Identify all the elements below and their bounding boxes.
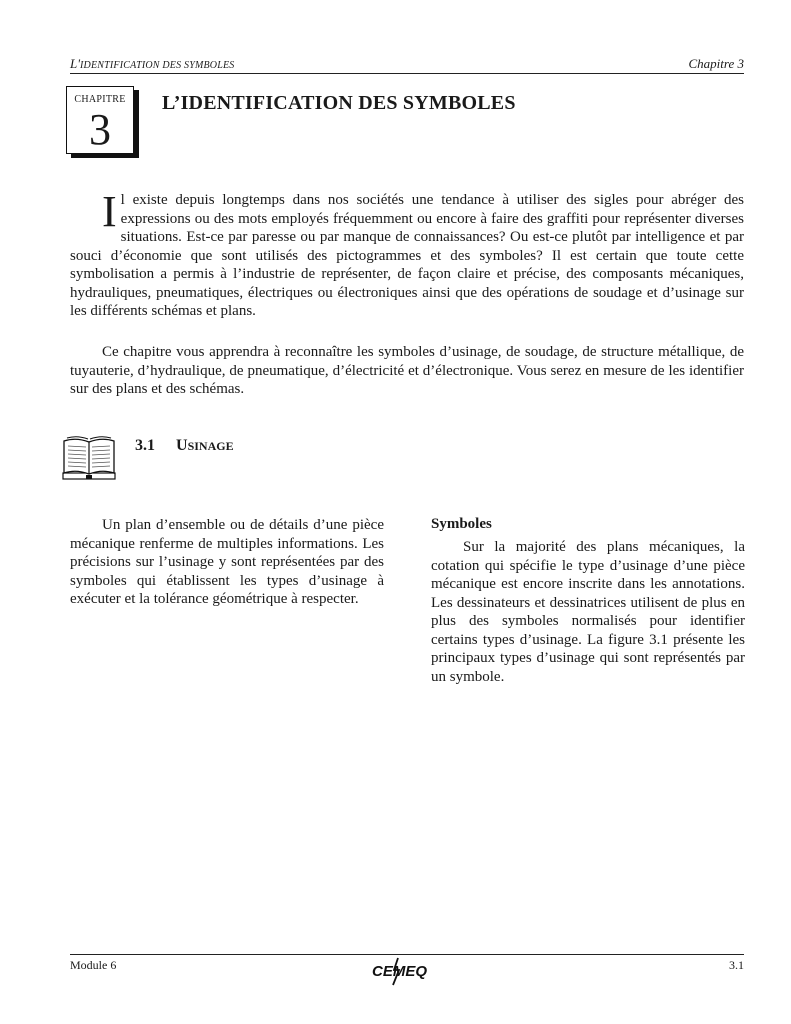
footer-module: Module 6 (70, 958, 117, 972)
intro-paragraph-1 (70, 187, 744, 321)
chapter-number: 3 (89, 105, 111, 154)
chapter-title: L’IDENTIFICATION DES SYMBOLES (162, 92, 516, 114)
chapter-label: CHAPITRE (74, 94, 126, 105)
header-initial: L' (70, 56, 81, 71)
right-column-text: Sur la majorité des plans mécaniques, la cotation qui spécifie le type d’usinage d’une pièce mécanique est encore inscrite dans les annotations. Les dessinateurs et dessinatrices utilisent de plus en plus des symboles normalisés pour identifier certains types d’usinage. La figure 3.1 présente les principaux types d’usinage qui sont représentés par un symbole. (431, 539, 745, 685)
footer-rule (70, 954, 744, 955)
chapter-box (66, 86, 134, 154)
intro-paragraph-1-text: l existe depuis longtemps dans nos sociétés une tendance à utiliser des sigles pour abréger des expressions ou des mots employés fréquemment ou encore à faire des graffiti pour représenter diverses situations. Est-ce par paresse ou par manque de connaissances? Ou est-ce plutôt par intelligence et par souci d’économie que sont utilisés des pictogrammes et des symboles? Il est certain que toute cette symbolisation a permis à l’industrie de représenter, de façon claire et précise, des composants mécaniques, hydrauliques, pneumatiques, électriques ou électroniques ainsi que des opérations de soudage et d’usinage sur les différents schémas et plans. (70, 192, 744, 319)
section-title-initial: U (176, 437, 188, 454)
page-number: 3.1 (729, 958, 744, 972)
open-book-icon (60, 433, 118, 481)
section-title-rest: SINAGE (187, 439, 234, 453)
header-chapter-number: Chapitre 3 (688, 56, 744, 71)
header-rest: IDENTIFICATION DES SYMBOLES (80, 60, 235, 71)
header-chapter-name (70, 56, 235, 72)
logo-text: CEMEQ (372, 963, 428, 980)
section-title (176, 437, 234, 455)
symbols-heading: Symboles (431, 516, 492, 532)
drop-cap: I (102, 187, 117, 236)
intro-paragraph-2: Ce chapitre vous apprendra à reconnaître les symboles d’usinage, de soudage, de structure métallique, de tuyauterie, d’hydraulique, de pneumatique, d’électricité et d’électronique. Vous serez en mesure de les identifier sur des plans et des schémas. (70, 344, 744, 397)
section-number: 3.1 (135, 437, 155, 454)
cemeq-logo (368, 956, 428, 986)
running-header (70, 56, 744, 74)
left-column-text: Un plan d’ensemble ou de détails d’une pièce mécanique renferme de multiples informations. Les précisions sur l’usinage y sont représentées par des symboles qui établissent les types d’usinage à exécuter et la tolérance géométrique à respecter. (70, 517, 384, 607)
